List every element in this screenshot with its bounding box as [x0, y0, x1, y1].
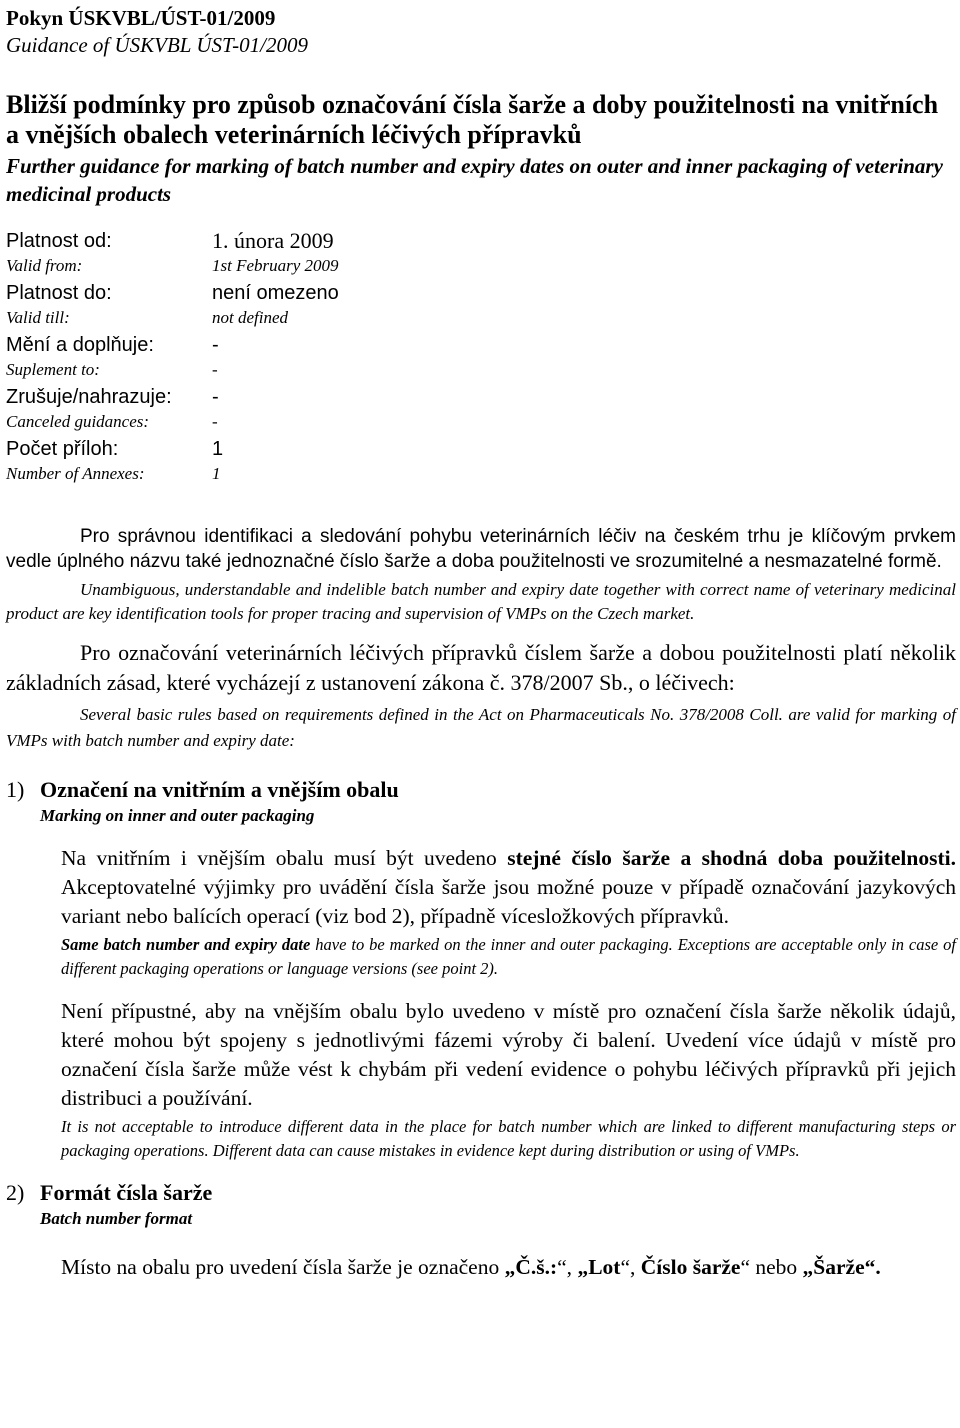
section-title: Označení na vnitřním a vnějším obalu [40, 777, 399, 802]
meta-value-en: - [212, 412, 218, 431]
section-title: Formát čísla šarže [40, 1180, 213, 1205]
meta-value: 1. února 2009 [212, 228, 334, 253]
section-paragraph [61, 1253, 956, 1282]
text-run: “, [557, 1255, 578, 1279]
meta-key: Platnost do: [6, 282, 112, 304]
meta-key: Mění a doplňuje: [6, 334, 154, 356]
document-title-en: Further guidance for marking of batch number and expiry dates on outer and inner packaging of veterinary medicinal products [6, 154, 943, 206]
meta-row [6, 228, 956, 254]
text-run: have to be marked on the inner and outer packaging. Exceptions are acceptable only in case of different packaging operations or language versions (see point 2). [61, 935, 956, 978]
emphasis-text: „Lot [577, 1255, 621, 1279]
emphasis-text: Same batch number and expiry date [61, 935, 311, 954]
meta-row [6, 436, 956, 462]
meta-key-en: Number of Annexes: [6, 464, 145, 483]
document-title: Bližší podmínky pro způsob označování čísla šarže a doby použitelnosti na vnitřních a vnějších obalech veterinárních léčivých přípravků [6, 90, 939, 149]
meta-value-en: - [212, 360, 218, 379]
meta-row-en [6, 410, 956, 434]
principles-paragraph-en: Several basic rules based on requirements defined in the Act on Pharmaceuticals No. 378/2008 Coll. are valid for marking of VMPs with batch number and expiry date: [6, 705, 956, 750]
section-subtitle: Batch number format [40, 1209, 193, 1228]
meta-key-en: Valid from: [6, 256, 83, 275]
meta-key-en: Canceled guidances: [6, 412, 150, 431]
meta-row-en [6, 254, 956, 278]
meta-key: Počet příloh: [6, 438, 119, 460]
text-run: “ nebo [740, 1255, 803, 1279]
section-2 [6, 1179, 956, 1282]
emphasis-text: „Č.š.: [504, 1255, 558, 1279]
intro-paragraph: Pro správnou identifikaci a sledování pohybu veterinárních léčiv na českém trhu je klíčovým prvkem vedle úplného názvu také jednoznačné číslo šarže a doba použitelnosti ve srozumitelné a nesmazatelné formě. [6, 526, 956, 572]
document-id-en: Guidance of ÚSKVBL ÚST-01/2009 [6, 33, 308, 57]
section-paragraph-en: It is not acceptable to introduce different data in the place for batch number which are linked to different manufacturing steps or packaging operations. Different data can cause mistakes in evidence kept during distribution or using of VMPs. [61, 1117, 956, 1160]
meta-row-en [6, 462, 956, 486]
meta-value-en: 1st February 2009 [212, 256, 339, 275]
document-page [6, 0, 956, 1282]
meta-value-en: not defined [212, 308, 289, 327]
section-heading [6, 1179, 956, 1207]
meta-row-en [6, 306, 956, 330]
section-number: 2) [6, 1180, 25, 1205]
meta-value: není omezeno [212, 282, 339, 304]
meta-key-en: Valid till: [6, 308, 70, 327]
document-id: Pokyn ÚSKVBL/ÚST-01/2009 [6, 6, 276, 30]
text-run: Na vnitřním i vnějším obalu musí být uvedeno [61, 846, 508, 870]
section-paragraph-en [61, 933, 956, 981]
principles-paragraph: Pro označování veterinárních léčivých přípravků číslem šarže a dobou použitelnosti platí několik základních zásad, které vycházejí z ustanovení zákona č. 378/2007 Sb., o léčivech: [6, 640, 956, 695]
emphasis-text: „Šarže“. [802, 1255, 881, 1279]
meta-key: Platnost od: [6, 230, 112, 252]
intro-paragraph-en: Unambiguous, understandable and indelible batch number and expiry date together with correct name of veterinary medicinal product are key identification tools for proper tracing and supervision of VMPs on the Czech market. [6, 580, 956, 623]
section-paragraph: Není přípustné, aby na vnějším obalu bylo uvedeno v místě pro označení čísla šarže několik údajů, které mohou být spojeny s jednotlivými fázemi výroby či balení. Uvedení více údajů v místě pro označení čísla šarže může vést k chybám při vedení evidence o pohybu léčivých přípravků při jejich distribuci a používání. [61, 999, 956, 1110]
text-run: Místo na obalu pro uvedení čísla šarže je označeno [61, 1255, 505, 1279]
meta-value: - [212, 386, 219, 408]
section-1 [6, 776, 956, 1163]
section-heading [6, 776, 956, 804]
meta-value-en: 1 [212, 464, 221, 483]
emphasis-text: stejné číslo šarže a shodná doba použitelnosti. [507, 846, 956, 870]
meta-key-en: Suplement to: [6, 360, 100, 379]
text-run: Akceptovatelné výjimky pro uvádění čísla šarže jsou možné pouze v případě označování jazykových variant nebo balících operací (viz bod 2), případně vícesložkových přípravků. [61, 875, 956, 928]
meta-row [6, 280, 956, 306]
text-run: “, [620, 1255, 641, 1279]
meta-value: - [212, 334, 219, 356]
meta-key: Zrušuje/nahrazuje: [6, 386, 172, 408]
meta-value: 1 [212, 438, 224, 460]
meta-row [6, 384, 956, 410]
section-number: 1) [6, 777, 25, 802]
metadata-table [6, 228, 956, 486]
emphasis-text: Číslo šarže [640, 1255, 741, 1279]
section-paragraph [61, 844, 956, 931]
section-subtitle: Marking on inner and outer packaging [40, 806, 315, 825]
meta-row-en [6, 358, 956, 382]
meta-row [6, 332, 956, 358]
